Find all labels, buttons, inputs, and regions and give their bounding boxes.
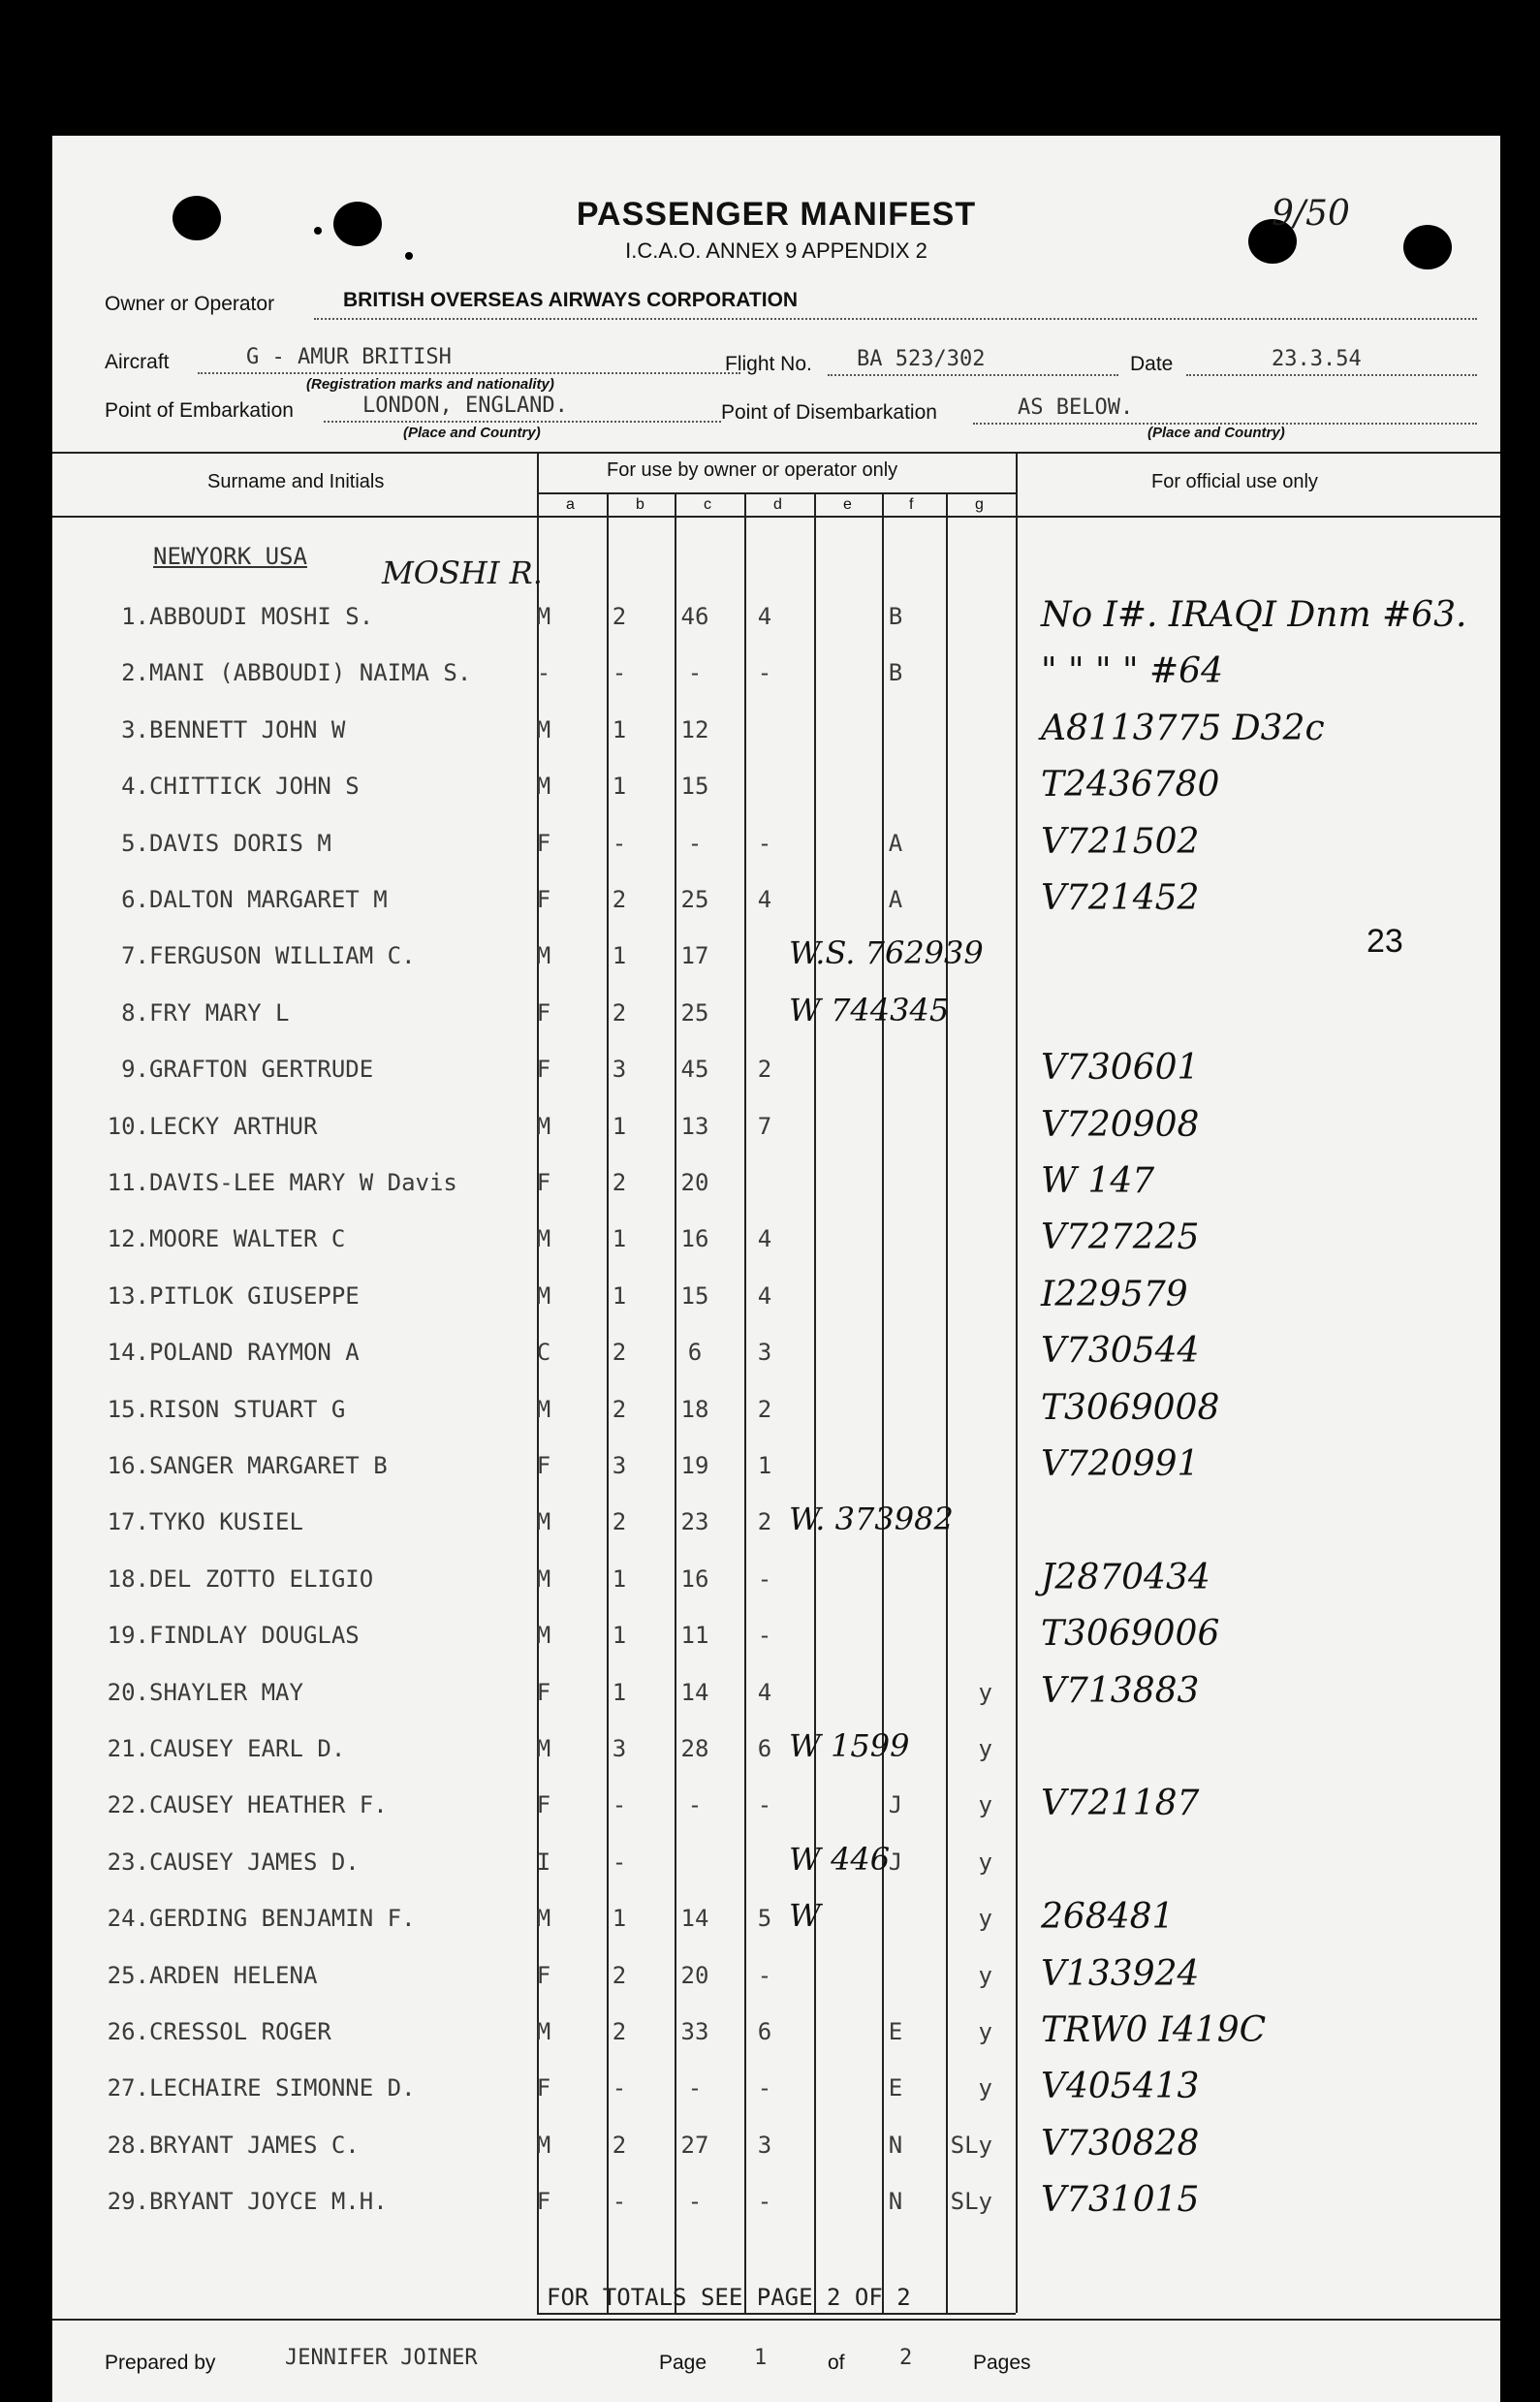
owner-value: BRITISH OVERSEAS AIRWAYS CORPORATION bbox=[343, 289, 799, 311]
col-c-value: 25 bbox=[680, 998, 709, 1027]
col-letter-a: a bbox=[566, 496, 575, 513]
official-entry: V727225 bbox=[1041, 1217, 1200, 1258]
disembark-label: Point of Disembarkation bbox=[721, 401, 937, 424]
col-d-value: 4 bbox=[757, 1678, 772, 1706]
table-row bbox=[52, 1214, 1500, 1270]
row-number: 22. bbox=[107, 1791, 149, 1819]
col-c-value: 16 bbox=[680, 1564, 709, 1593]
disembark-value: AS BELOW. bbox=[1018, 395, 1134, 420]
passenger-name: DEL ZOTTO ELIGIO bbox=[149, 1564, 374, 1593]
passenger-name: DALTON MARGARET M bbox=[149, 886, 388, 913]
table-row bbox=[52, 705, 1500, 761]
col-g-value: SLy bbox=[950, 2131, 992, 2159]
col-b-value: 1 bbox=[612, 1564, 627, 1593]
row-number: 4. bbox=[121, 773, 149, 801]
embark-caption: (Place and Country) bbox=[403, 425, 541, 441]
col-d-value: 4 bbox=[757, 1281, 772, 1310]
footer-rule bbox=[52, 2319, 1500, 2321]
col-b-value: 1 bbox=[612, 942, 627, 970]
official-entry: V713883 bbox=[1041, 1670, 1200, 1711]
passenger-name: LECHAIRE SIMONNE D. bbox=[149, 2074, 416, 2102]
col-c-value: 20 bbox=[680, 1169, 709, 1196]
side-number: 23 bbox=[1367, 923, 1403, 960]
table-row bbox=[52, 874, 1500, 931]
row-number: 18. bbox=[107, 1564, 149, 1593]
col-b-value: 1 bbox=[612, 1112, 627, 1140]
official-entry: V730544 bbox=[1041, 1331, 1200, 1372]
col-letter-b: b bbox=[636, 496, 644, 513]
manifest-sheet bbox=[52, 136, 1500, 2402]
pages-label: Pages bbox=[973, 2352, 1031, 2374]
disembark-caption: (Place and Country) bbox=[1147, 425, 1285, 441]
col-d-value: 2 bbox=[757, 1395, 772, 1423]
col-letter-g: g bbox=[975, 496, 984, 513]
col-d-value: - bbox=[757, 1791, 772, 1819]
col-d-value: 4 bbox=[757, 886, 772, 913]
col-a-value: F bbox=[536, 1791, 551, 1819]
aircraft-dotline bbox=[198, 372, 740, 374]
passenger-name: GERDING BENJAMIN F. bbox=[149, 1905, 416, 1933]
col-g-value: y bbox=[978, 1905, 992, 1933]
col-b-value: 3 bbox=[612, 1452, 627, 1479]
col-f-value: E bbox=[888, 2074, 903, 2102]
table-row bbox=[52, 1837, 1500, 1893]
col-c-value: 27 bbox=[680, 2131, 709, 2159]
official-entry: T2436780 bbox=[1041, 765, 1220, 806]
col-d-value: - bbox=[757, 829, 772, 857]
col-letter-f: f bbox=[909, 496, 914, 513]
passenger-name: BENNETT JOHN W bbox=[149, 715, 346, 743]
official-entry: I229579 bbox=[1041, 1274, 1188, 1314]
official-entry: " " " " #64 bbox=[1041, 651, 1223, 692]
col-b-value: 1 bbox=[612, 1905, 627, 1933]
col-d-value: 2 bbox=[757, 1508, 772, 1536]
official-entry: W 147 bbox=[1041, 1161, 1155, 1201]
official-entry: 268481 bbox=[1041, 1897, 1175, 1938]
table-row bbox=[52, 1667, 1500, 1723]
col-g-value: y bbox=[978, 1791, 992, 1819]
col-b-value: - bbox=[612, 1791, 627, 1819]
col-b-value: 1 bbox=[612, 1678, 627, 1706]
official-entry: T3069006 bbox=[1041, 1614, 1220, 1655]
col-c-value: 19 bbox=[680, 1452, 709, 1479]
surname-header: Surname and Initials bbox=[207, 471, 385, 492]
col-c-value: 16 bbox=[680, 1225, 709, 1253]
col-b-value: - bbox=[612, 1848, 627, 1876]
prepared-value: JENNIFER JOINER bbox=[285, 2346, 478, 2370]
official-entry: V133924 bbox=[1041, 1953, 1200, 1994]
col-a-value: M bbox=[536, 2018, 551, 2045]
passenger-name: CRESSOL ROGER bbox=[149, 2018, 331, 2045]
col-c-value: - bbox=[687, 829, 703, 857]
official-entry: T3069008 bbox=[1041, 1387, 1220, 1428]
row-number: 8. bbox=[121, 998, 149, 1027]
col-a-value: F bbox=[536, 2074, 551, 2102]
passenger-name: BRYANT JOYCE M.H. bbox=[149, 2188, 388, 2216]
row-number: 2. bbox=[121, 659, 149, 687]
table-row bbox=[52, 1723, 1500, 1780]
letters-rule bbox=[537, 492, 1016, 494]
col-c-value: 15 bbox=[680, 1281, 709, 1310]
col-a-value: M bbox=[536, 1622, 551, 1650]
table-row bbox=[52, 1101, 1500, 1157]
page-title: PASSENGER MANIFEST bbox=[576, 196, 977, 233]
row-number: 19. bbox=[107, 1622, 149, 1650]
col-a-value: C bbox=[536, 1339, 551, 1367]
official-entry: V720908 bbox=[1041, 1104, 1200, 1145]
col-f-value: B bbox=[888, 603, 903, 630]
official-entry: TRW0 I419C bbox=[1041, 2010, 1267, 2050]
col-c-value: 18 bbox=[680, 1395, 709, 1423]
col-c-value: 14 bbox=[680, 1905, 709, 1933]
handwritten-overlay: W 446 bbox=[789, 1840, 891, 1878]
col-a-value: - bbox=[536, 659, 551, 687]
col-g-value: y bbox=[978, 1848, 992, 1876]
col-b-value: 3 bbox=[612, 1735, 627, 1762]
table-row bbox=[52, 761, 1500, 817]
row-number: 27. bbox=[107, 2074, 149, 2102]
col-a-value: M bbox=[536, 1735, 551, 1762]
page-subtitle: I.C.A.O. ANNEX 9 APPENDIX 2 bbox=[625, 238, 927, 263]
official-entry: V405413 bbox=[1041, 2067, 1200, 2107]
col-f-value: B bbox=[888, 659, 903, 687]
col-b-value: 1 bbox=[612, 715, 627, 743]
col-f-value: J bbox=[888, 1791, 903, 1819]
table-row bbox=[52, 1384, 1500, 1440]
col-a-value: M bbox=[536, 1281, 551, 1310]
col-g-value: y bbox=[978, 1961, 992, 1989]
handwritten-overlay: W.S. 762939 bbox=[789, 934, 984, 972]
corner-note: 9/50 bbox=[1272, 194, 1350, 234]
table-row bbox=[52, 1554, 1500, 1610]
col-d-value: 1 bbox=[757, 1452, 772, 1479]
col-d-value: - bbox=[757, 2188, 772, 2216]
passenger-name: PITLOK GIUSEPPE bbox=[149, 1281, 360, 1310]
row-number: 25. bbox=[107, 1961, 149, 1989]
col-a-value: F bbox=[536, 886, 551, 913]
row-number: 5. bbox=[121, 829, 149, 857]
col-f-value: J bbox=[888, 1848, 903, 1876]
row-number: 29. bbox=[107, 2188, 149, 2216]
col-a-value: F bbox=[536, 829, 551, 857]
col-a-value: F bbox=[536, 2188, 551, 2216]
col-c-value: - bbox=[687, 2188, 703, 2216]
handwritten-overlay: W 1599 bbox=[789, 1727, 910, 1764]
row-number: 3. bbox=[121, 715, 149, 743]
official-header: For official use only bbox=[1151, 471, 1318, 492]
col-b-value: 2 bbox=[612, 2131, 627, 2159]
row-number: 6. bbox=[121, 886, 149, 913]
official-entry: J2870434 bbox=[1041, 1557, 1210, 1597]
row-number: 21. bbox=[107, 1735, 149, 1762]
passenger-name: ARDEN HELENA bbox=[149, 1961, 318, 1989]
col-d-value: - bbox=[757, 2074, 772, 2102]
section-note: MOSHI R. bbox=[382, 554, 543, 591]
handwritten-overlay: W bbox=[789, 1897, 821, 1935]
col-a-value: F bbox=[536, 1056, 551, 1084]
official-entry: V720991 bbox=[1041, 1444, 1200, 1484]
row-number: 24. bbox=[107, 1905, 149, 1933]
row-number: 14. bbox=[107, 1339, 149, 1367]
col-b-value: 2 bbox=[612, 603, 627, 630]
date-value: 23.3.54 bbox=[1272, 347, 1362, 371]
col-c-value: 28 bbox=[680, 1735, 709, 1762]
handwritten-overlay: W 744345 bbox=[789, 991, 950, 1028]
passenger-name: CAUSEY HEATHER F. bbox=[149, 1791, 388, 1819]
passenger-name: BRYANT JAMES C. bbox=[149, 2131, 360, 2159]
passenger-name: FRY MARY L bbox=[149, 998, 290, 1027]
of-value: 2 bbox=[899, 2346, 913, 2370]
col-a-value: F bbox=[536, 1961, 551, 1989]
table-row bbox=[52, 1440, 1500, 1497]
col-c-value: 6 bbox=[687, 1339, 703, 1367]
row-number: 11. bbox=[107, 1169, 149, 1196]
table-row bbox=[52, 1610, 1500, 1666]
col-c-value: 20 bbox=[680, 1961, 709, 1989]
col-d-value: 3 bbox=[757, 1339, 772, 1367]
official-entry: V721452 bbox=[1041, 878, 1200, 918]
col-g-value: SLy bbox=[950, 2188, 992, 2216]
col-a-value: F bbox=[536, 1678, 551, 1706]
embark-value: LONDON, ENGLAND. bbox=[362, 394, 568, 418]
col-d-value: 6 bbox=[757, 1735, 772, 1762]
col-a-value: F bbox=[536, 1169, 551, 1196]
passenger-name: POLAND RAYMON A bbox=[149, 1339, 360, 1367]
official-entry: V721502 bbox=[1041, 821, 1200, 862]
col-b-value: 2 bbox=[612, 998, 627, 1027]
prepared-label: Prepared by bbox=[105, 2352, 216, 2374]
passenger-name: MANI (ABBOUDI) NAIMA S. bbox=[149, 659, 472, 687]
col-d-value: - bbox=[757, 1564, 772, 1593]
col-d-value: - bbox=[757, 659, 772, 687]
row-number: 13. bbox=[107, 1281, 149, 1310]
header-bottom-rule bbox=[52, 516, 1500, 518]
passenger-name: RISON STUART G bbox=[149, 1395, 346, 1423]
totals-note: FOR TOTALS SEE PAGE 2 OF 2 bbox=[547, 2284, 911, 2311]
row-number: 15. bbox=[107, 1395, 149, 1423]
official-entry: V731015 bbox=[1041, 2180, 1200, 2221]
col-a-value: M bbox=[536, 1112, 551, 1140]
col-b-value: 2 bbox=[612, 1508, 627, 1536]
operator-header: For use by owner or operator only bbox=[607, 459, 898, 481]
col-g-value: y bbox=[978, 1735, 992, 1762]
col-b-value: 3 bbox=[612, 1056, 627, 1084]
handwritten-overlay: W. 373982 bbox=[789, 1501, 954, 1538]
official-entry: V730601 bbox=[1041, 1048, 1200, 1089]
col-b-value: 2 bbox=[612, 1339, 627, 1367]
col-c-value: 13 bbox=[680, 1112, 709, 1140]
table-row bbox=[52, 988, 1500, 1044]
passenger-name: FERGUSON WILLIAM C. bbox=[149, 942, 416, 970]
col-c-value: - bbox=[687, 1791, 703, 1819]
col-c-value: 23 bbox=[680, 1508, 709, 1536]
row-number: 10. bbox=[107, 1112, 149, 1140]
passenger-name: GRAFTON GERTRUDE bbox=[149, 1056, 374, 1084]
col-a-value: M bbox=[536, 603, 551, 630]
col-letter-e: e bbox=[843, 496, 852, 513]
table-row bbox=[52, 2120, 1500, 2176]
row-number: 12. bbox=[107, 1225, 149, 1253]
col-b-value: 1 bbox=[612, 1225, 627, 1253]
col-b-value: - bbox=[612, 829, 627, 857]
date-label: Date bbox=[1130, 353, 1174, 375]
col-b-value: 2 bbox=[612, 1961, 627, 1989]
row-number: 16. bbox=[107, 1452, 149, 1479]
col-g-value: y bbox=[978, 2074, 992, 2102]
col-d-value: 4 bbox=[757, 1225, 772, 1253]
col-b-value: 1 bbox=[612, 1622, 627, 1650]
passenger-name: LECKY ARTHUR bbox=[149, 1112, 318, 1140]
row-number: 23. bbox=[107, 1848, 149, 1876]
aircraft-label: Aircraft bbox=[105, 351, 170, 373]
aircraft-caption: (Registration marks and nationality) bbox=[306, 376, 554, 393]
col-d-value: 4 bbox=[757, 603, 772, 630]
col-f-value: E bbox=[888, 2018, 903, 2045]
col-a-value: M bbox=[536, 1564, 551, 1593]
table-row bbox=[52, 1780, 1500, 1836]
col-c-value: 45 bbox=[680, 1056, 709, 1084]
col-d-value: 3 bbox=[757, 2131, 772, 2159]
col-f-value: A bbox=[888, 829, 903, 857]
col-c-value: - bbox=[687, 2074, 703, 2102]
table-row bbox=[52, 931, 1500, 987]
col-d-value: 7 bbox=[757, 1112, 772, 1140]
row-number: 9. bbox=[121, 1056, 149, 1084]
passenger-name: MOORE WALTER C bbox=[149, 1225, 346, 1253]
flight-value: BA 523/302 bbox=[857, 347, 986, 371]
col-g-value: y bbox=[978, 2018, 992, 2045]
page-label: Page bbox=[659, 2352, 707, 2374]
col-b-value: 2 bbox=[612, 886, 627, 913]
col-b-value: 2 bbox=[612, 2018, 627, 2045]
passenger-name: CHITTICK JOHN S bbox=[149, 773, 360, 801]
table-row bbox=[52, 1497, 1500, 1553]
table-row bbox=[52, 648, 1500, 704]
col-d-value: - bbox=[757, 1961, 772, 1989]
col-c-value: 25 bbox=[680, 886, 709, 913]
col-b-value: 1 bbox=[612, 1281, 627, 1310]
owner-dotline bbox=[314, 318, 1477, 320]
col-c-value: 33 bbox=[680, 2018, 709, 2045]
col-c-value: 11 bbox=[680, 1622, 709, 1650]
col-f-value: N bbox=[888, 2131, 903, 2159]
flight-label: Flight No. bbox=[725, 353, 812, 375]
table-top-rule bbox=[52, 452, 1500, 454]
col-b-value: - bbox=[612, 659, 627, 687]
table-row bbox=[52, 1044, 1500, 1100]
section-heading: NEWYORK USA bbox=[153, 543, 307, 570]
col-d-value: 5 bbox=[757, 1905, 772, 1933]
row-number: 20. bbox=[107, 1678, 149, 1706]
col-c-value: 17 bbox=[680, 942, 709, 970]
passenger-name: CAUSEY JAMES D. bbox=[149, 1848, 360, 1876]
passenger-name: TYKO KUSIEL bbox=[149, 1508, 303, 1536]
embark-label: Point of Embarkation bbox=[105, 399, 294, 422]
table-row bbox=[52, 818, 1500, 874]
row-number: 26. bbox=[107, 2018, 149, 2045]
table-row bbox=[52, 1327, 1500, 1383]
col-g-value: y bbox=[978, 1678, 992, 1706]
official-entry: A8113775 D32c bbox=[1041, 708, 1325, 748]
official-entry: V721187 bbox=[1041, 1784, 1200, 1824]
embark-dotline bbox=[324, 421, 721, 423]
col-c-value: 14 bbox=[680, 1678, 709, 1706]
row-number: 17. bbox=[107, 1508, 149, 1536]
col-a-value: F bbox=[536, 1452, 551, 1479]
col-a-value: M bbox=[536, 715, 551, 743]
table-row bbox=[52, 2176, 1500, 2232]
col-c-value: 15 bbox=[680, 773, 709, 801]
passenger-name: DAVIS-LEE MARY W Davis bbox=[149, 1169, 457, 1196]
col-a-value: M bbox=[536, 1395, 551, 1423]
col-a-value: M bbox=[536, 1508, 551, 1536]
col-a-value: I bbox=[536, 1848, 551, 1876]
col-letter-d: d bbox=[773, 496, 782, 513]
col-b-value: - bbox=[612, 2188, 627, 2216]
official-entry: V730828 bbox=[1041, 2123, 1200, 2164]
passenger-name: SANGER MARGARET B bbox=[149, 1452, 388, 1479]
col-c-value: - bbox=[687, 659, 703, 687]
owner-label: Owner or Operator bbox=[105, 293, 275, 315]
passenger-name: ABBOUDI MOSHI S. bbox=[149, 603, 374, 630]
col-a-value: M bbox=[536, 2131, 551, 2159]
col-d-value: - bbox=[757, 1622, 772, 1650]
col-a-value: M bbox=[536, 1905, 551, 1933]
table-row bbox=[52, 1893, 1500, 1949]
table-row bbox=[52, 1157, 1500, 1214]
of-label: of bbox=[828, 2352, 845, 2374]
col-c-value: 46 bbox=[680, 603, 709, 630]
date-dotline bbox=[1186, 374, 1477, 376]
row-number: 1. bbox=[121, 603, 149, 630]
official-entry: No I#. IRAQI Dnm #63. bbox=[1041, 595, 1467, 635]
passenger-name: SHAYLER MAY bbox=[149, 1678, 303, 1706]
table-row bbox=[52, 1271, 1500, 1327]
col-b-value: 1 bbox=[612, 773, 627, 801]
table-row bbox=[52, 2063, 1500, 2119]
col-d-value: 2 bbox=[757, 1056, 772, 1084]
passenger-name: CAUSEY EARL D. bbox=[149, 1735, 346, 1762]
col-f-value: A bbox=[888, 886, 903, 913]
row-number: 7. bbox=[121, 942, 149, 970]
col-a-value: M bbox=[536, 1225, 551, 1253]
col-b-value: 2 bbox=[612, 1169, 627, 1196]
col-d-value: 6 bbox=[757, 2018, 772, 2045]
table-row bbox=[52, 1950, 1500, 2007]
col-letter-c: c bbox=[704, 496, 711, 513]
col-a-value: M bbox=[536, 773, 551, 801]
col-f-value: N bbox=[888, 2188, 903, 2216]
page-value: 1 bbox=[754, 2346, 768, 2370]
row-number: 28. bbox=[107, 2131, 149, 2159]
col-a-value: F bbox=[536, 998, 551, 1027]
flight-dotline bbox=[828, 374, 1118, 376]
passenger-name: FINDLAY DOUGLAS bbox=[149, 1622, 360, 1650]
passenger-name: DAVIS DORIS M bbox=[149, 829, 331, 857]
col-b-value: 2 bbox=[612, 1395, 627, 1423]
col-b-value: - bbox=[612, 2074, 627, 2102]
table-row bbox=[52, 2007, 1500, 2063]
totals-rule bbox=[537, 2313, 1016, 2315]
aircraft-value: G - AMUR BRITISH bbox=[246, 345, 452, 369]
col-a-value: M bbox=[536, 942, 551, 970]
table-row bbox=[52, 591, 1500, 648]
col-c-value: 12 bbox=[680, 715, 709, 743]
